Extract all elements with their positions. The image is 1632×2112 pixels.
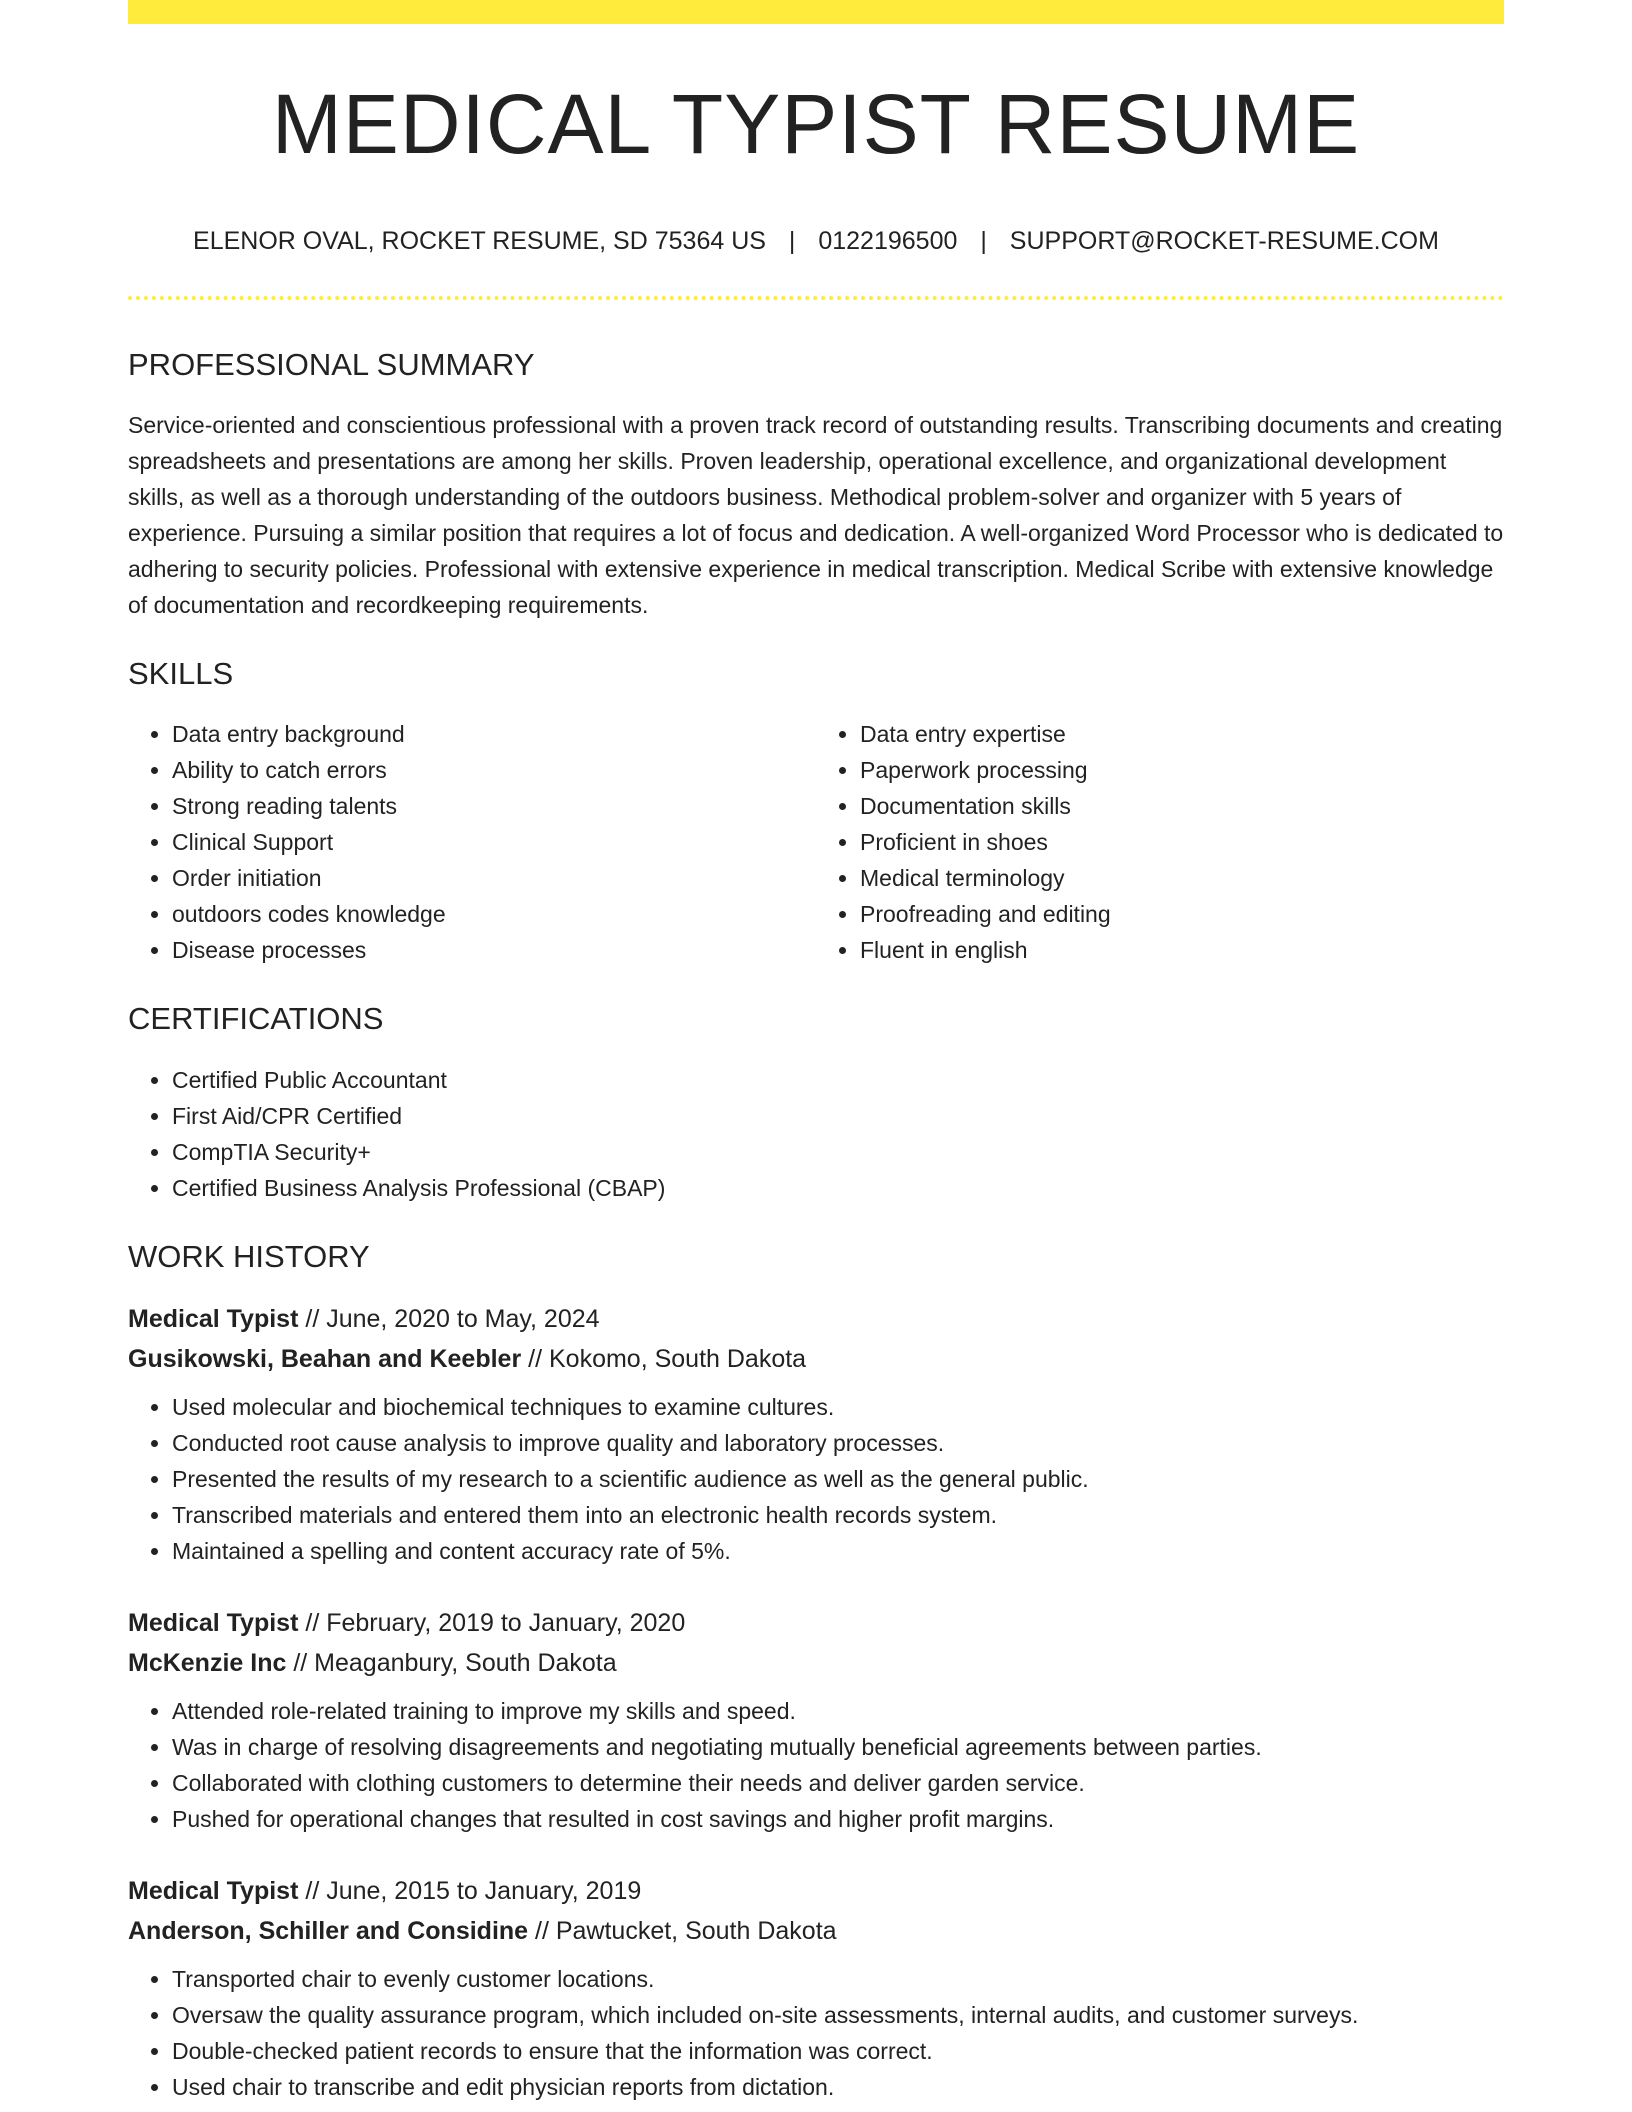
job-bullet: • Collaborated with clothing customers to determine their needs and deliver garden service. (172, 1765, 1504, 1801)
job-entry (128, 1871, 1504, 2105)
job-entry (128, 1603, 1504, 1837)
skills-list-right (816, 716, 1504, 968)
summary-text: Service-oriented and conscientious professional with a proven track record of outstanding results. Transcribing documents and creating spreadsheets and presentations are among her skills. Proven leadership, operational excellence, and organizational development skills, as well as a thorough understanding of the outdoors business. Methodical problem-solver and organizer with 5 years of experience. Pursuing a similar position that requires a lot of focus and dedication. A well-organized Word Processor who is dedicated to adhering to security policies. Professional with extensive experience in medical transcription. Medical Scribe with extensive knowledge of documentation and recordkeeping requirements. (128, 412, 1504, 619)
job-bullet: • Used chair to transcribe and edit physician reports from dictation. (172, 2069, 1504, 2105)
certification-item: • Certified Business Analysis Professional (CBAP) (172, 1170, 1504, 1206)
job-bullet: • Attended role-related training to improve my skills and speed. (172, 1693, 1504, 1729)
job-title-line (128, 1299, 1504, 1339)
contact-separator: | (788, 227, 796, 255)
job-bullets (128, 1693, 1504, 1837)
contact-phone: 0122196500 (818, 227, 958, 255)
skill-item: • Ability to catch errors (172, 752, 816, 788)
skill-item: • Disease processes (172, 932, 816, 968)
certification-item: • Certified Public Accountant (172, 1062, 1504, 1098)
job-bullets (128, 1961, 1504, 2105)
job-bullet: • Used molecular and biochemical techniques to examine cultures. (172, 1389, 1504, 1425)
top-accent-bar (128, 0, 1504, 24)
resume-title: MEDICAL TYPIST RESUME (271, 77, 1361, 171)
skill-item: • Strong reading talents (172, 788, 816, 824)
skill-item: • Fluent in english (860, 932, 1504, 968)
job-company-line (128, 1339, 1504, 1379)
job-bullet: • Presented the results of my research to a scientific audience as well as the general public. (172, 1461, 1504, 1497)
job-title: Medical Typist (128, 1876, 299, 1905)
job-dates: // June, 2015 to January, 2019 (298, 1876, 642, 1905)
job-bullet: • Double-checked patient records to ensure that the information was correct. (172, 2033, 1504, 2069)
summary-heading: PROFESSIONAL SUMMARY (128, 347, 535, 382)
job-bullet: • Transported chair to evenly customer locations. (172, 1961, 1504, 1997)
job-title: Medical Typist (128, 1608, 299, 1637)
contact-address: ELENOR OVAL, ROCKET RESUME, SD 75364 US (193, 227, 766, 255)
certification-item: • First Aid/CPR Certified (172, 1098, 1504, 1134)
skill-item: • Medical terminology (860, 860, 1504, 896)
job-company-line (128, 1643, 1504, 1683)
job-bullet: • Transcribed materials and entered them into an electronic health records system. (172, 1497, 1504, 1533)
skill-item: • Clinical Support (172, 824, 816, 860)
job-company: McKenzie Inc (128, 1648, 287, 1677)
skill-item: • Paperwork processing (860, 752, 1504, 788)
skill-item: • outdoors codes knowledge (172, 896, 816, 932)
job-title: Medical Typist (128, 1304, 299, 1333)
job-bullet: • Oversaw the quality assurance program, which included on-site assessments, internal audits, and customer surveys. (172, 1997, 1504, 2033)
job-bullet: • Pushed for operational changes that resulted in cost savings and higher profit margins. (172, 1801, 1504, 1837)
job-dates: // February, 2019 to January, 2020 (298, 1608, 686, 1637)
skill-item: • Data entry background (172, 716, 816, 752)
certifications-heading: CERTIFICATIONS (128, 1001, 384, 1037)
job-company: Anderson, Schiller and Considine (128, 1916, 529, 1945)
skills-grid (128, 716, 1504, 968)
job-bullet: • Conducted root cause analysis to improve quality and laboratory processes. (172, 1425, 1504, 1461)
work-history-heading: WORK HISTORY (128, 1238, 370, 1274)
job-location: // Kokomo, South Dakota (521, 1344, 807, 1373)
contact-line (128, 226, 1504, 256)
job-dates: // June, 2020 to May, 2024 (298, 1304, 600, 1333)
job-entry (128, 1299, 1504, 1569)
certifications-list (128, 1062, 1504, 1206)
job-location: // Pawtucket, South Dakota (528, 1916, 837, 1945)
job-location: // Meaganbury, South Dakota (286, 1648, 617, 1677)
job-bullet: • Was in charge of resolving disagreements and negotiating mutually beneficial agreements between parties. (172, 1729, 1504, 1765)
skills-heading: SKILLS (128, 656, 234, 692)
job-bullets (128, 1389, 1504, 1569)
certification-item: • CompTIA Security+ (172, 1134, 1504, 1170)
skill-item: • Proficient in shoes (860, 824, 1504, 860)
job-company-line (128, 1911, 1504, 1951)
job-company: Gusikowski, Beahan and Keebler (128, 1344, 522, 1373)
skill-item: • Data entry expertise (860, 716, 1504, 752)
skill-item: • Order initiation (172, 860, 816, 896)
contact-separator: | (980, 227, 987, 255)
job-bullet: • Maintained a spelling and content accuracy rate of 5%. (172, 1533, 1504, 1569)
job-title-line (128, 1871, 1504, 1911)
contact-email: SUPPORT@ROCKET-RESUME.COM (1009, 227, 1439, 255)
skill-item: • Documentation skills (860, 788, 1504, 824)
skills-list-left (128, 716, 816, 968)
header-divider (128, 296, 1504, 300)
job-title-line (128, 1603, 1504, 1643)
resume-page (128, 0, 1504, 2105)
skill-item: • Proofreading and editing (860, 896, 1504, 932)
